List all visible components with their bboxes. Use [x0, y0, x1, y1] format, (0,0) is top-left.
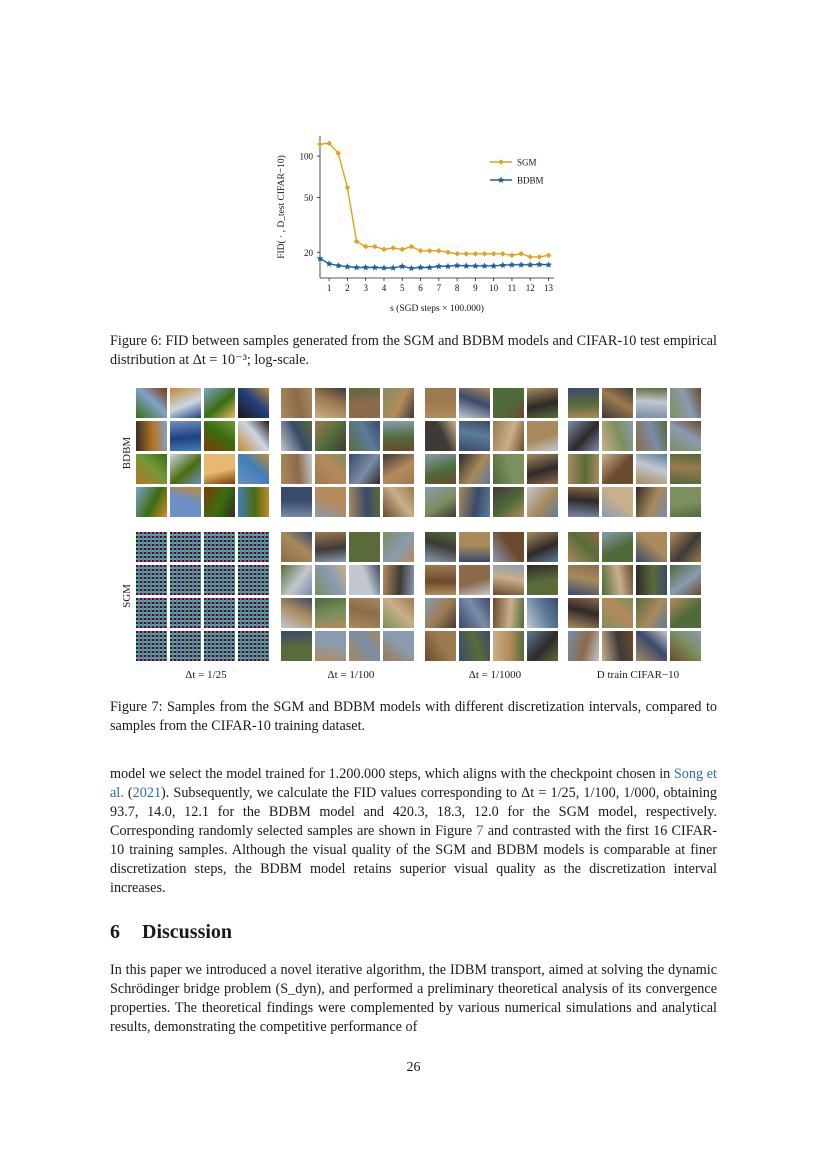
- x-tick-label-6: 6: [418, 283, 423, 293]
- figure-7-caption: Figure 7: Samples from the SGM and BDBM models with different discretization intervals, compared to samples from the CIFAR-10 training dataset.: [110, 699, 717, 734]
- point-sgm-9: [399, 247, 405, 253]
- x-tick-label-8: 8: [454, 283, 460, 293]
- point-sgm-5: [363, 244, 369, 250]
- sample-image: [459, 454, 490, 484]
- sample-grid-bdbm-col-1: [136, 388, 269, 517]
- sample-image: [527, 454, 558, 484]
- sample-image: [568, 454, 599, 484]
- sample-image: [281, 487, 312, 517]
- sample-image: [281, 421, 312, 451]
- sample-image: [425, 421, 456, 451]
- sample-image: [383, 388, 414, 418]
- point-sgm-10: [409, 244, 415, 250]
- figure-6: [270, 128, 560, 323]
- point-sgm-8: [390, 245, 396, 251]
- sample-image: [636, 565, 667, 595]
- sample-image: [636, 631, 667, 661]
- sample-image: [568, 532, 599, 562]
- sample-image: [636, 421, 667, 451]
- x-tick-label-5: 5: [400, 283, 405, 293]
- sample-image: [315, 631, 346, 661]
- point-bdbm-18: [481, 262, 488, 269]
- sample-image: [459, 388, 490, 418]
- sample-image: [459, 631, 490, 661]
- sample-image: [204, 532, 235, 562]
- sample-image: [136, 388, 167, 418]
- sample-grid-bdbm-col-4: [568, 388, 701, 517]
- y-axis-label: FID( · , D_test CIFAR−10): [277, 155, 287, 259]
- sample-image: [238, 487, 269, 517]
- point-sgm-20: [500, 251, 506, 257]
- sample-image: [425, 598, 456, 628]
- sample-image: [136, 631, 167, 661]
- point-bdbm-7: [381, 264, 388, 271]
- sample-image: [170, 421, 201, 451]
- sample-image: [238, 631, 269, 661]
- point-bdbm-9: [399, 263, 406, 270]
- sample-image: [493, 388, 524, 418]
- sample-image: [170, 388, 201, 418]
- point-bdbm-10: [408, 265, 415, 272]
- x-tick-label-2: 2: [345, 283, 350, 293]
- sample-image: [636, 598, 667, 628]
- point-bdbm-22: [518, 261, 525, 268]
- x-tick-label-13: 13: [544, 283, 554, 293]
- point-bdbm-23: [527, 261, 534, 268]
- point-sgm-24: [537, 254, 543, 260]
- sample-image: [670, 388, 701, 418]
- sample-image: [527, 388, 558, 418]
- point-sgm-21: [509, 253, 515, 259]
- x-tick-label-3: 3: [363, 283, 368, 293]
- point-sgm-0: [317, 141, 323, 147]
- figure-ref-link[interactable]: 7: [476, 823, 484, 839]
- sample-image: [459, 532, 490, 562]
- sample-image: [136, 454, 167, 484]
- sample-image: [425, 388, 456, 418]
- sample-image: [636, 532, 667, 562]
- point-bdbm-20: [499, 262, 506, 269]
- fid-line-chart: [270, 128, 560, 323]
- sample-image: [602, 598, 633, 628]
- point-bdbm-13: [435, 263, 442, 270]
- point-bdbm-2: [335, 262, 342, 269]
- sample-image: [204, 454, 235, 484]
- point-sgm-25: [546, 253, 552, 259]
- sample-image: [204, 487, 235, 517]
- sample-image: [349, 421, 380, 451]
- sample-image: [238, 454, 269, 484]
- legend-label-bdbm: BDBM: [517, 175, 544, 186]
- sample-image: [568, 565, 599, 595]
- series-line-sgm: [320, 143, 549, 257]
- sample-image: [425, 532, 456, 562]
- row-label-bdbm: BDBM: [121, 436, 133, 470]
- point-bdbm-4: [353, 264, 360, 271]
- sample-image: [136, 487, 167, 517]
- point-sgm-6: [372, 244, 378, 250]
- point-bdbm-3: [344, 263, 351, 270]
- sample-image: [170, 532, 201, 562]
- col-label-train: D train CIFAR−10: [596, 669, 680, 681]
- col-label-dt-100: Δt = 1/100: [327, 669, 375, 681]
- sample-image: [204, 598, 235, 628]
- sample-image: [170, 631, 201, 661]
- sample-image: [459, 598, 490, 628]
- sample-image: [493, 487, 524, 517]
- sample-image: [527, 421, 558, 451]
- section-heading: [110, 921, 232, 944]
- sample-image: [602, 421, 633, 451]
- y-tick-label-50: 50: [304, 193, 313, 204]
- y-tick-label-100: 100: [299, 151, 313, 162]
- x-tick-label-10: 10: [489, 283, 499, 293]
- sample-image: [136, 565, 167, 595]
- point-sgm-3: [345, 185, 351, 191]
- sample-image: [568, 598, 599, 628]
- sample-image: [493, 598, 524, 628]
- sample-image: [602, 631, 633, 661]
- point-sgm-11: [418, 248, 424, 254]
- legend-marker-bdbm: [498, 176, 505, 183]
- point-bdbm-21: [509, 261, 516, 268]
- figure-7: [110, 385, 717, 690]
- sample-image: [315, 565, 346, 595]
- sample-image: [315, 598, 346, 628]
- sample-image: [636, 388, 667, 418]
- x-tick-label-11: 11: [507, 283, 517, 293]
- sample-image: [315, 421, 346, 451]
- sample-image: [281, 454, 312, 484]
- sample-image: [602, 532, 633, 562]
- sample-image: [383, 532, 414, 562]
- sample-image: [349, 487, 380, 517]
- point-bdbm-14: [445, 263, 452, 270]
- sample-image: [459, 565, 490, 595]
- sample-grid-bdbm-col-2: [281, 388, 414, 517]
- sample-grid-sgm-col-4: [568, 532, 701, 661]
- sample-image: [170, 565, 201, 595]
- x-tick-label-9: 9: [473, 283, 478, 293]
- col-label-dt-1000: Δt = 1/1000: [468, 669, 522, 681]
- sample-image: [602, 454, 633, 484]
- sample-image: [636, 487, 667, 517]
- sample-image: [670, 421, 701, 451]
- sample-image: [425, 487, 456, 517]
- sample-image: [281, 631, 312, 661]
- sample-image: [204, 565, 235, 595]
- sample-image: [238, 388, 269, 418]
- paragraph-discussion: In this paper we introduced a novel iterative algorithm, the IDBM transport, aimed at solving the dynamic Schrödinger bridge problem (S_dyn), and performed a preliminary theoretical analysis of its convergence properties. The theoretical findings were complemented by various numerical simulations and analytical results, demonstrating the competitive performance of: [110, 962, 717, 1035]
- sample-image: [281, 598, 312, 628]
- point-sgm-16: [463, 251, 469, 257]
- sample-image: [349, 454, 380, 484]
- section-number: 6: [110, 921, 120, 943]
- sample-image: [204, 421, 235, 451]
- point-sgm-4: [354, 239, 360, 245]
- sample-image: [315, 487, 346, 517]
- sample-image: [349, 598, 380, 628]
- point-sgm-23: [527, 254, 533, 260]
- sample-image: [493, 421, 524, 451]
- citation-song-link[interactable]: Song et al.: [110, 766, 717, 801]
- point-bdbm-11: [417, 264, 424, 271]
- sample-image: [670, 598, 701, 628]
- sample-image: [383, 631, 414, 661]
- legend-label-sgm: SGM: [517, 157, 537, 168]
- sample-image: [136, 421, 167, 451]
- sample-image: [281, 388, 312, 418]
- sample-image: [602, 487, 633, 517]
- point-bdbm-5: [362, 264, 369, 271]
- sample-image: [670, 487, 701, 517]
- point-sgm-14: [445, 249, 451, 255]
- page-number: 26: [406, 1060, 421, 1075]
- sample-image: [281, 532, 312, 562]
- sample-image: [493, 454, 524, 484]
- sample-image: [425, 631, 456, 661]
- sample-image: [170, 454, 201, 484]
- sample-image: [170, 487, 201, 517]
- sample-image: [204, 631, 235, 661]
- point-sgm-7: [381, 247, 387, 253]
- sample-image: [568, 421, 599, 451]
- point-bdbm-1: [326, 260, 333, 267]
- point-sgm-13: [436, 248, 442, 254]
- point-sgm-15: [454, 251, 460, 257]
- sample-image: [349, 532, 380, 562]
- sample-image: [238, 532, 269, 562]
- sample-image: [670, 631, 701, 661]
- row-label-sgm: SGM: [121, 584, 133, 608]
- sample-image: [602, 388, 633, 418]
- sample-image: [568, 631, 599, 661]
- sample-image: [136, 598, 167, 628]
- sample-image: [315, 532, 346, 562]
- point-bdbm-24: [536, 261, 543, 268]
- x-tick-label-4: 4: [381, 283, 387, 293]
- sample-image: [568, 388, 599, 418]
- point-bdbm-8: [390, 264, 397, 271]
- sample-image: [602, 565, 633, 595]
- sample-image: [281, 565, 312, 595]
- sample-image: [315, 454, 346, 484]
- sample-image: [527, 487, 558, 517]
- sample-image: [349, 565, 380, 595]
- sample-image: [527, 565, 558, 595]
- sample-image: [670, 565, 701, 595]
- sample-image: [238, 421, 269, 451]
- sample-grid-sgm-col-3: [425, 532, 558, 661]
- sample-image: [170, 598, 201, 628]
- sample-image: [383, 565, 414, 595]
- point-sgm-19: [491, 251, 497, 257]
- sample-image: [527, 598, 558, 628]
- sample-image: [383, 487, 414, 517]
- sample-image: [527, 631, 558, 661]
- point-sgm-18: [482, 251, 488, 257]
- sample-image: [493, 631, 524, 661]
- sample-image: [383, 421, 414, 451]
- citation-year-link[interactable]: 2021: [132, 785, 162, 801]
- sample-image: [383, 454, 414, 484]
- sample-grid-sgm-col-1: [136, 532, 269, 661]
- point-bdbm-16: [463, 262, 470, 269]
- sample-image: [425, 454, 456, 484]
- sample-image: [493, 532, 524, 562]
- sample-image: [425, 565, 456, 595]
- x-tick-label-12: 12: [525, 283, 535, 293]
- sample-image: [670, 454, 701, 484]
- col-label-dt-25: Δt = 1/25: [185, 669, 227, 681]
- sample-image: [383, 598, 414, 628]
- sample-image: [568, 487, 599, 517]
- point-bdbm-25: [545, 261, 552, 268]
- x-tick-label-7: 7: [436, 283, 442, 293]
- sample-image: [238, 565, 269, 595]
- paragraph-results: model we select the model trained for 1.200.000 steps, which aligns with the checkpoint chosen in Song et al. (2021). Subsequently, we calculate the FID values corresponding to Δt = 1/25, 1/100, 1/000, obtaining 93.7, 14.0, 12.1 for the BDBM model and 420.3, 18.3, 12.0 for the SGM model, respectively. Corresponding randomly selected samples are shown in Figure 7 and contrasted with the first 16 CIFAR-10 training samples. Although the visual quality of the SGM and BDBM models is comparable at finer discretization steps, the BDBM model retains superior visual quality as the discretization interval increases.: [110, 766, 717, 896]
- point-sgm-12: [427, 248, 433, 254]
- sample-image: [636, 454, 667, 484]
- sample-image: [459, 487, 490, 517]
- x-axis-label: s (SGD steps × 100.000): [390, 304, 484, 314]
- point-bdbm-19: [490, 262, 497, 269]
- legend-marker-sgm: [498, 159, 504, 165]
- x-tick-label-1: 1: [326, 283, 332, 293]
- sample-image: [493, 565, 524, 595]
- sample-image: [349, 388, 380, 418]
- sample-image: [238, 598, 269, 628]
- sample-image: [349, 631, 380, 661]
- point-bdbm-6: [371, 264, 378, 271]
- point-sgm-22: [518, 251, 524, 257]
- sample-image: [670, 532, 701, 562]
- point-bdbm-12: [426, 264, 433, 271]
- sample-image: [527, 532, 558, 562]
- y-tick-label-20: 20: [304, 247, 313, 258]
- sample-grid-bdbm-col-3: [425, 388, 558, 517]
- sample-image: [204, 388, 235, 418]
- section-title: Discussion: [142, 921, 233, 943]
- sample-image: [315, 388, 346, 418]
- point-bdbm-15: [454, 262, 461, 269]
- figure-6-caption: Figure 6: FID between samples generated from the SGM and BDBM models and CIFAR-10 test empirical distribution at Δt = 10⁻³; log-scale.: [110, 333, 717, 368]
- point-bdbm-17: [472, 262, 479, 269]
- sample-image: [459, 421, 490, 451]
- point-sgm-17: [473, 251, 479, 257]
- sample-image: [136, 532, 167, 562]
- sample-grid-sgm-col-2: [281, 532, 414, 661]
